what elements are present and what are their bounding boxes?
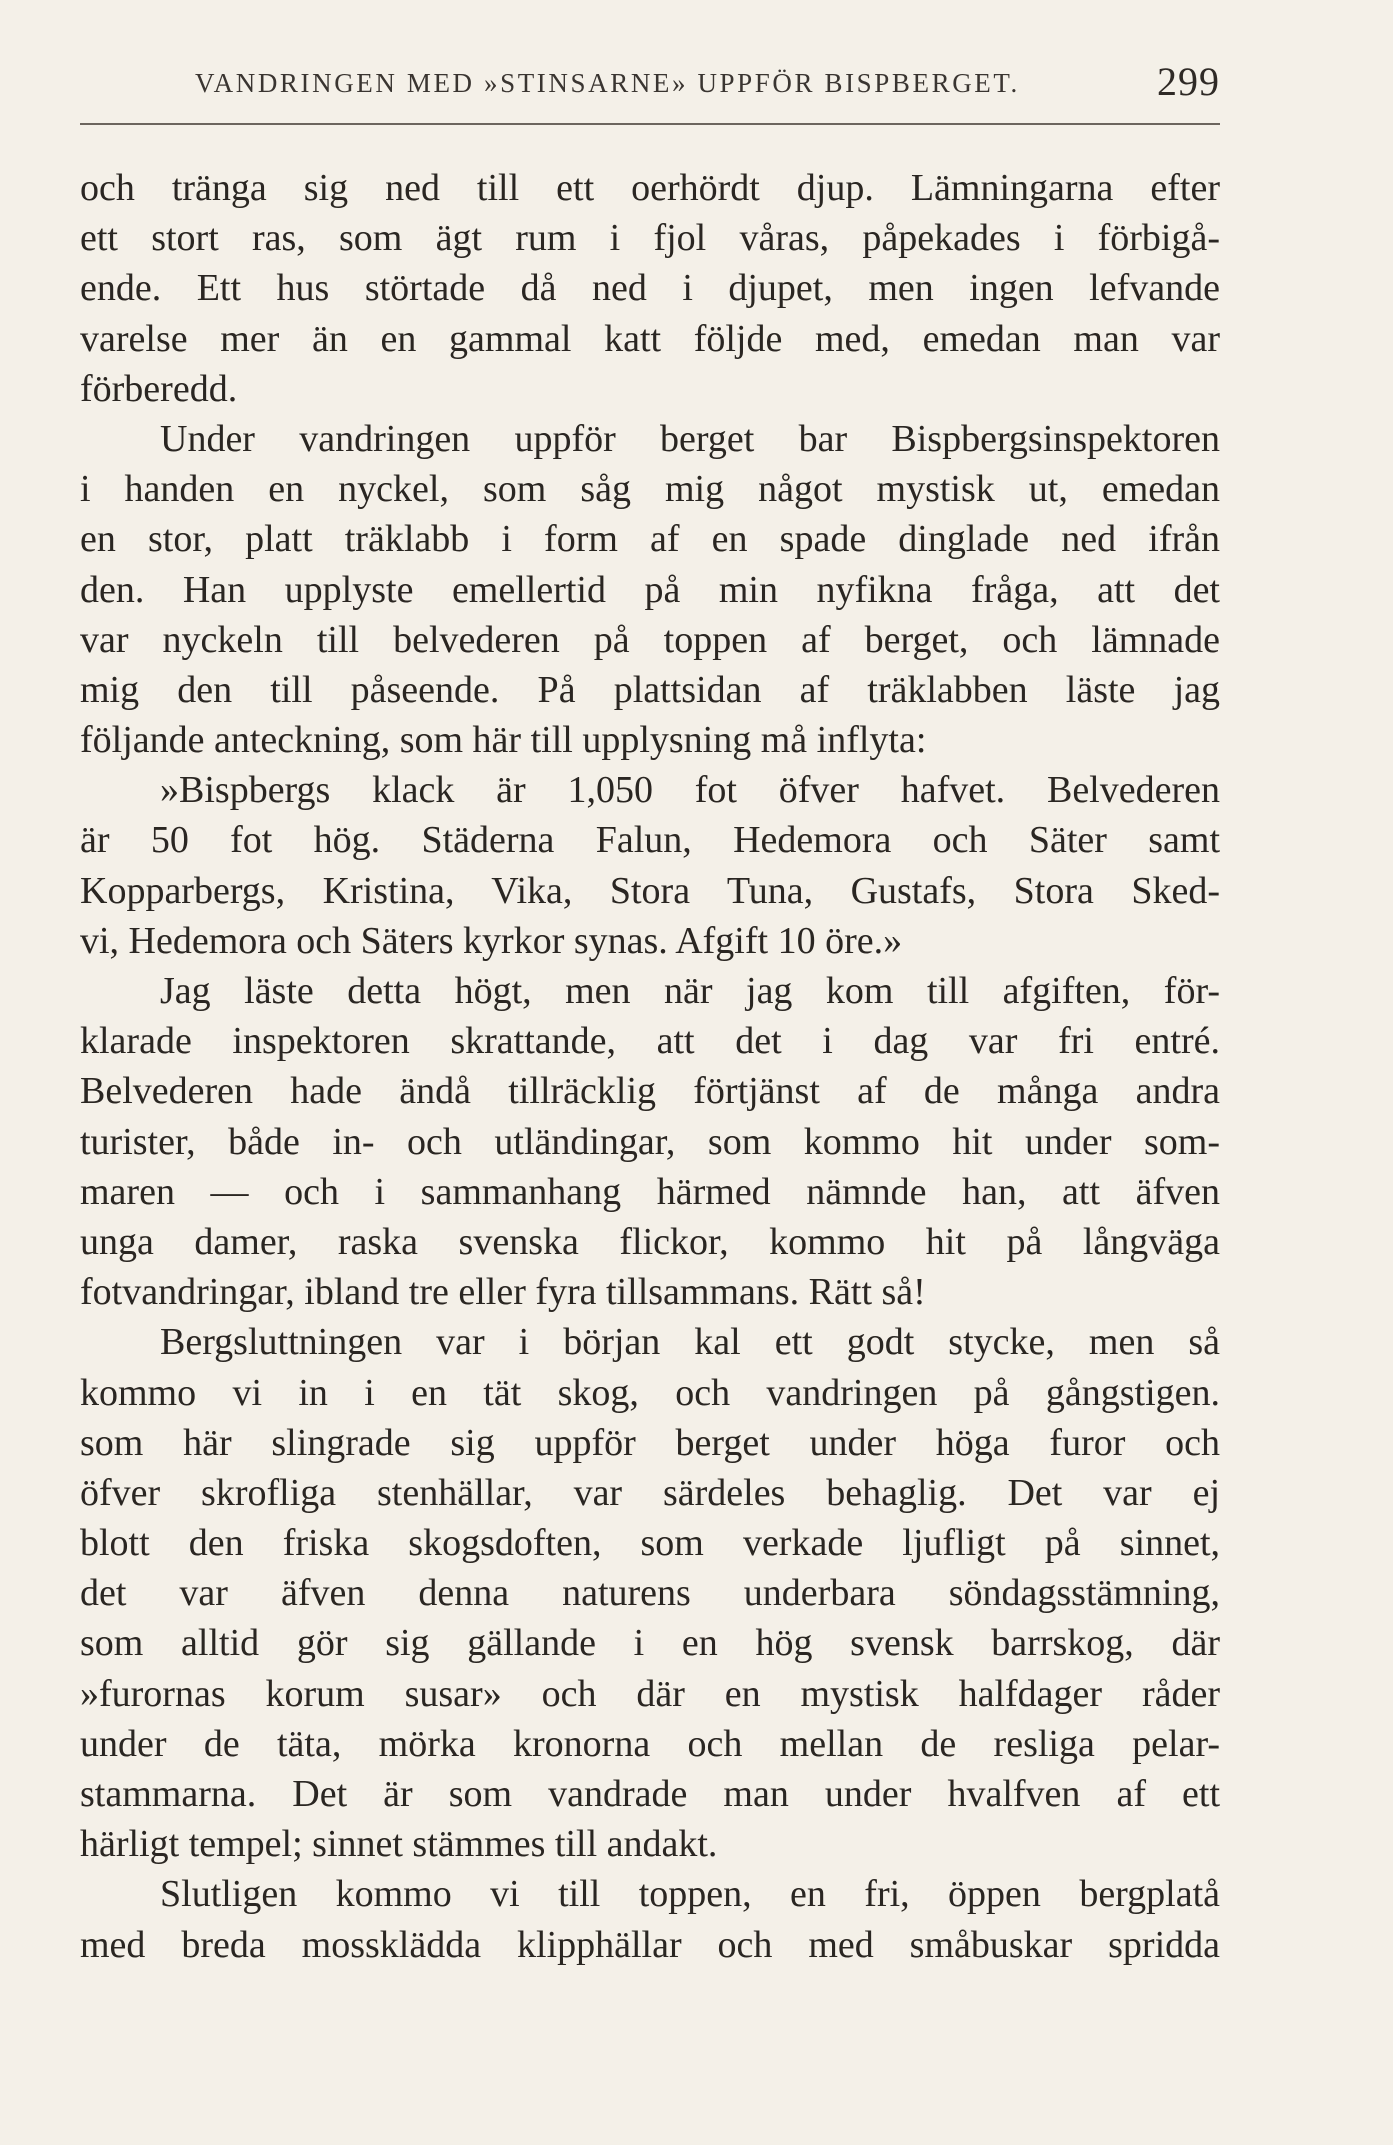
text-line: som alltid gör sig gällande i en hög svensk barrskog, där	[80, 1622, 1220, 1665]
text-line: »Bispbergs klack är 1,050 fot öfver hafvet. Belvederen	[160, 769, 1220, 812]
text-line: blott den friska skogsdoften, som verkade ljufligt på sinnet,	[80, 1522, 1220, 1565]
text-line: följande anteckning, som här till upplysning må inflyta:	[80, 719, 927, 762]
text-line: klarade inspektoren skrattande, att det i dag var fri entré.	[80, 1020, 1220, 1063]
text-line: varelse mer än en gammal katt följde med, emedan man var	[80, 317, 1220, 360]
text-line: turister, både in- och utländingar, som kommo hit under som-	[80, 1120, 1220, 1163]
running-head	[80, 50, 1220, 110]
text-line: med breda mossklädda klipphällar och med småbuskar spridda	[80, 1923, 1220, 1966]
text-line: ende. Ett hus störtade då ned i djupet, men ingen lefvande	[80, 267, 1220, 310]
text-line: det var äfven denna naturens underbara söndagsstämning,	[80, 1572, 1220, 1615]
text-line: som här slingrade sig uppför berget under höga furor och	[80, 1421, 1220, 1464]
text-line: vi, Hedemora och Säters kyrkor synas. Afgift 10 öre.»	[80, 919, 903, 962]
text-line: unga damer, raska svenska flickor, kommo hit på långväga	[80, 1220, 1220, 1263]
text-line: Jag läste detta högt, men när jag kom till afgiften, för-	[160, 970, 1220, 1012]
running-title: VANDRINGEN MED »STINSARNE» UPPFÖR BISPBERGET.	[195, 68, 1020, 98]
text-line: maren — och i sammanhang härmed nämnde han, att äfven	[80, 1170, 1220, 1213]
text-line: härligt tempel; sinnet stämmes till andakt.	[80, 1823, 718, 1866]
text-line: Kopparbergs, Kristina, Vika, Stora Tuna, Gustafs, Stora Sked-	[80, 869, 1220, 912]
text-line: »furornas korum susar» och där en mystisk halfdager råder	[80, 1672, 1220, 1715]
text-line: mig den till påseende. På plattsidan af träklabben läste jag	[80, 668, 1220, 711]
text-line: en stor, platt träklabb i form af en spade dinglade ned ifrån	[80, 518, 1220, 561]
page-number: 299	[1157, 59, 1220, 104]
text-line: i handen en nyckel, som såg mig något mystisk ut, emedan	[80, 468, 1220, 511]
header-rule	[80, 123, 1220, 125]
text-line: Bergsluttningen var i början kal ett godt stycke, men så	[160, 1321, 1220, 1364]
text-line: ett stort ras, som ägt rum i fjol våras, påpekades i förbigå-	[80, 217, 1220, 260]
text-line: är 50 fot hög. Städerna Falun, Hedemora och Säter samt	[80, 819, 1220, 862]
text-line: och tränga sig ned till ett oerhördt djup. Lämningarna efter	[80, 167, 1220, 209]
text-line: öfver skrofliga stenhällar, var särdeles behaglig. Det var ej	[80, 1471, 1220, 1514]
text-line: Slutligen kommo vi till toppen, en fri, öppen bergplatå	[160, 1873, 1220, 1916]
text-line: den. Han upplyste emellertid på min nyfikna fråga, att det	[80, 568, 1220, 611]
text-line: fotvandringar, ibland tre eller fyra tillsammans. Rätt så!	[80, 1271, 926, 1314]
body-text	[80, 163, 1220, 1970]
text-line: stammarna. Det är som vandrade man under hvalfven af ett	[80, 1773, 1220, 1815]
text-line: Belvederen hade ändå tillräcklig förtjänst af de många andra	[80, 1070, 1220, 1113]
text-line: kommo vi in i en tät skog, och vandringen på gångstigen.	[80, 1371, 1220, 1414]
text-line: under de täta, mörka kronorna och mellan de resliga pelar-	[80, 1722, 1220, 1765]
text-line: förberedd.	[80, 367, 238, 410]
text-line: var nyckeln till belvederen på toppen af berget, och lämnade	[80, 618, 1220, 661]
text-line: Under vandringen uppför berget bar Bispbergsinspektoren	[160, 417, 1220, 460]
